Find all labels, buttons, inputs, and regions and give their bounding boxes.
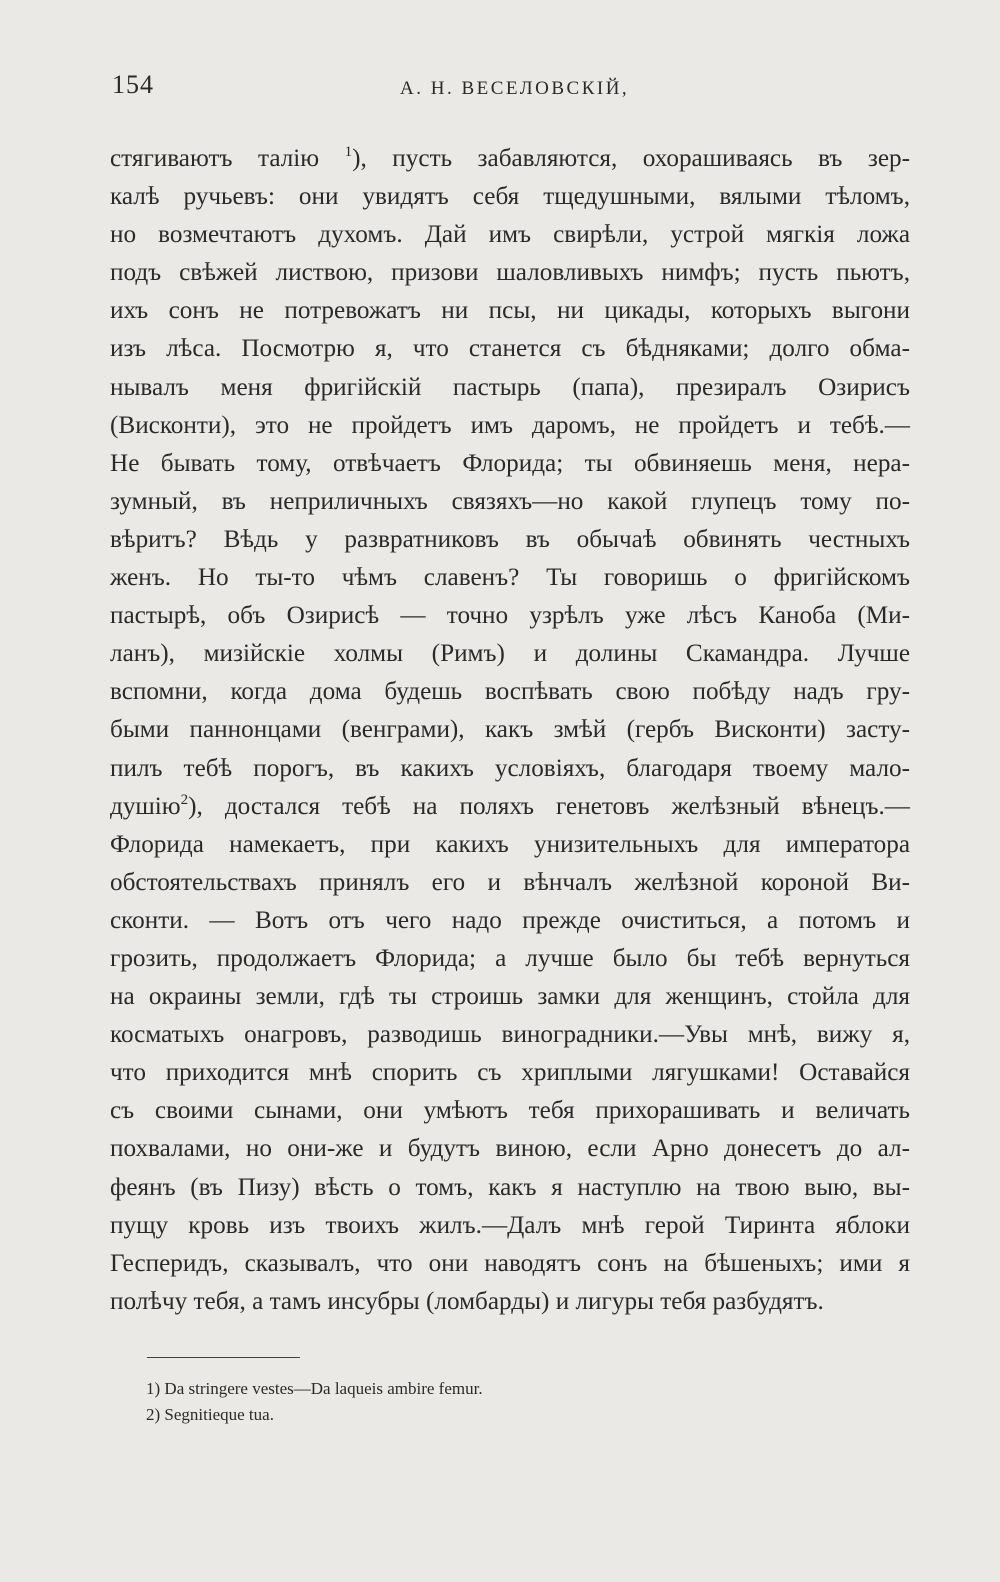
text-line bbox=[110, 673, 910, 711]
text-line bbox=[110, 292, 910, 330]
text-segment: изъ лѣса. Посмотрю я, что станется съ бѣдняками; долго обма- bbox=[110, 335, 910, 363]
text-line bbox=[110, 826, 910, 864]
text-line bbox=[110, 445, 910, 483]
footnotes bbox=[146, 1376, 846, 1428]
text-segment: душію bbox=[110, 792, 181, 820]
text-segment: ланъ), мизійскіе холмы (Римъ) и долины Скамандра. Лучше bbox=[110, 640, 910, 668]
text-line bbox=[110, 1283, 910, 1321]
text-line bbox=[110, 407, 910, 445]
footnote: 2) Segnitieque tua. bbox=[146, 1405, 274, 1424]
text-segment: ), достался тебѣ на поляхъ генетовъ желѣзный вѣнецъ.— bbox=[188, 792, 910, 820]
text-line bbox=[110, 178, 910, 216]
text-segment: быми паннонцами (венграми), какъ змѣй (гербъ Висконти) засту- bbox=[110, 716, 910, 744]
page-header bbox=[110, 70, 910, 110]
text-segment: косматыхъ онагровъ, разводишь виноградники.—Увы мнѣ, вижу я, bbox=[110, 1021, 910, 1049]
footnote-marker: 1 bbox=[344, 144, 353, 160]
text-segment: Не бывать тому, отвѣчаетъ Флорида; ты обвиняешь меня, нера- bbox=[110, 449, 910, 477]
text-segment: но возмечтаютъ духомъ. Дай имъ свирѣли, устрой мягкія ложа bbox=[110, 221, 910, 249]
text-line bbox=[110, 635, 910, 673]
text-segment: полѣчу тебя, а тамъ инсубры (ломбарды) и лигуры тебя разбудятъ. bbox=[110, 1287, 824, 1315]
text-line bbox=[110, 1054, 910, 1092]
text-segment: съ своими сынами, они умѣютъ тебя прихорашивать и величать bbox=[110, 1097, 910, 1125]
footnote-rule bbox=[147, 1357, 300, 1358]
text-line bbox=[110, 216, 910, 254]
text-segment: Флорида намекаетъ, при какихъ унизительныхъ для императора bbox=[110, 830, 910, 858]
text-line bbox=[110, 978, 910, 1016]
text-line bbox=[110, 254, 910, 292]
text-segment: обстоятельствахъ принялъ его и вѣнчалъ желѣзной короной Ви- bbox=[110, 868, 910, 896]
text-line bbox=[110, 940, 910, 978]
text-line bbox=[110, 1207, 910, 1245]
text-segment: феянъ (въ Пизу) вѣсть о томъ, какъ я наступлю на твою выю, вы- bbox=[110, 1173, 910, 1201]
text-segment: пилъ тебѣ порогъ, въ какихъ условіяхъ, благодаря твоему мало- bbox=[110, 754, 910, 782]
text-line bbox=[110, 1092, 910, 1130]
text-line bbox=[110, 902, 910, 940]
text-segment: что приходится мнѣ спорить съ хриплыми лягушками! Оставайся bbox=[110, 1059, 910, 1087]
text-segment: на окраины земли, гдѣ ты строишь замки для женщинъ, стойла для bbox=[110, 983, 910, 1011]
text-line bbox=[110, 559, 910, 597]
text-segment: подъ свѣжей листвою, призови шаловливыхъ нимфъ; пусть пьютъ, bbox=[110, 259, 910, 287]
text-segment: нывалъ меня фригійскій пастырь (папа), презиралъ Озирисъ bbox=[110, 373, 910, 401]
running-head: А. Н. ВЕСЕЛОВСКІЙ, bbox=[400, 78, 630, 99]
text-line bbox=[110, 330, 910, 368]
text-line bbox=[110, 788, 910, 826]
text-line bbox=[110, 864, 910, 902]
text-line bbox=[110, 597, 910, 635]
text-segment: пущу кровь изъ твоихъ жилъ.—Далъ мнѣ герой Тиринта яблоки bbox=[110, 1211, 910, 1239]
text-line bbox=[110, 711, 910, 749]
text-segment: стягиваютъ талію bbox=[110, 145, 345, 172]
text-line bbox=[110, 140, 910, 178]
text-line bbox=[110, 483, 910, 521]
text-segment: пастырѣ, объ Озирисѣ — точно узрѣлъ уже лѣсъ Каноба (Ми- bbox=[110, 602, 910, 630]
text-segment: ихъ сонъ не потревожатъ ни псы, ни цикады, которыхъ выгони bbox=[110, 297, 910, 325]
text-segment: зумный, въ неприличныхъ связяхъ—но какой глупецъ тому по- bbox=[110, 487, 910, 515]
text-segment: (Висконти), это не пройдетъ имъ даромъ, не пройдетъ и тебѣ.— bbox=[110, 411, 910, 439]
text-segment: вѣритъ? Вѣдь у развратниковъ въ обычаѣ обвинять честныхъ bbox=[110, 525, 910, 553]
text-line bbox=[110, 1245, 910, 1283]
footnote-marker: 2 bbox=[180, 791, 189, 808]
text-segment: сконти. — Вотъ отъ чего надо прежде очиститься, а потомъ и bbox=[110, 906, 910, 934]
text-segment: грозить, продолжаетъ Флорида; а лучше было бы тебѣ вернуться bbox=[110, 944, 910, 972]
text-segment: калѣ ручьевъ: они увидятъ себя тщедушными, вялыми тѣломъ, bbox=[110, 183, 910, 211]
text-segment: Гесперидъ, сказывалъ, что они наводятъ сонъ на бѣшеныхъ; ими я bbox=[110, 1249, 910, 1277]
text-line bbox=[110, 1169, 910, 1207]
footnote: 1) Da stringere vestes—Da laqueis ambire femur. bbox=[146, 1379, 483, 1398]
text-segment: похвалами, но они-же и будутъ виною, если Арно донесетъ до ал- bbox=[110, 1135, 910, 1163]
text-segment: ), пусть забавляются, охорашиваясь въ зер- bbox=[352, 145, 910, 172]
text-line bbox=[110, 521, 910, 559]
text-line bbox=[110, 750, 910, 788]
page-number: 154 bbox=[112, 70, 154, 99]
text-segment: вспомни, когда дома будешь воспѣвать свою побѣду надъ гру- bbox=[110, 678, 910, 706]
text-segment: женъ. Но ты-то чѣмъ славенъ? Ты говоришь о фригійскомъ bbox=[110, 564, 910, 592]
text-line bbox=[110, 1016, 910, 1054]
text-line bbox=[110, 369, 910, 407]
text-line bbox=[110, 1130, 910, 1168]
body-text bbox=[110, 140, 910, 1321]
